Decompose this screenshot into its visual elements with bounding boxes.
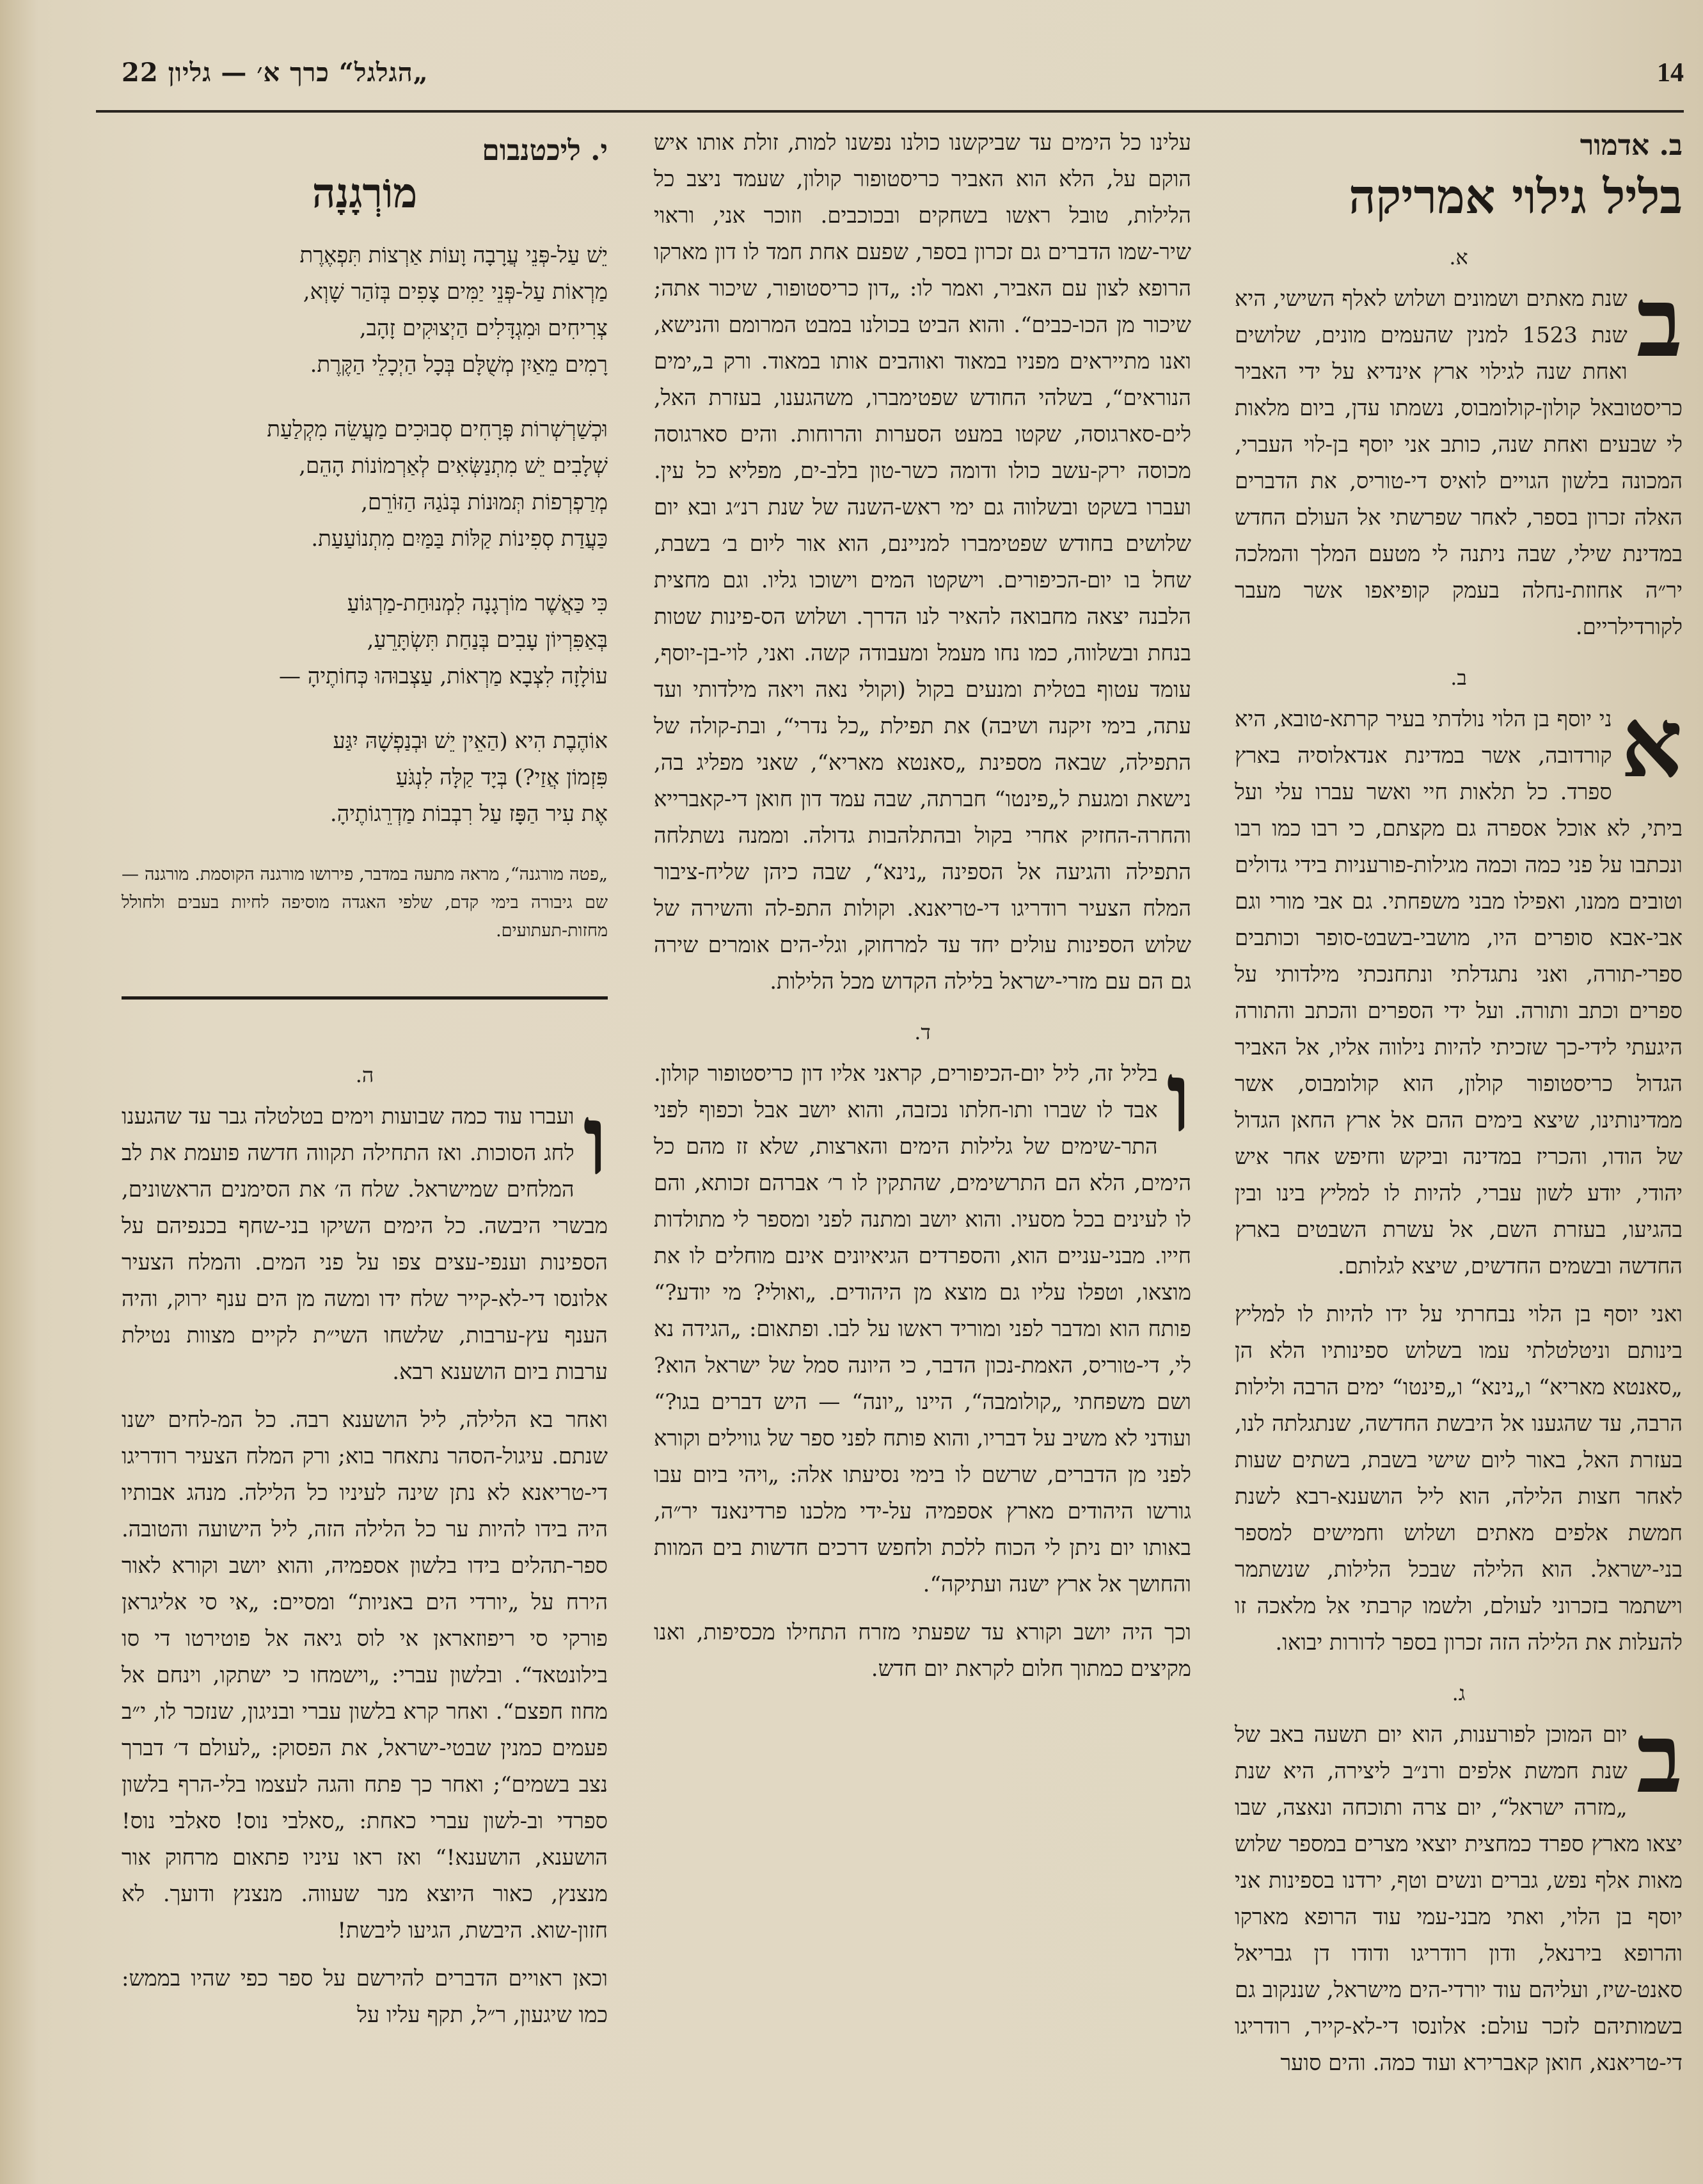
poem-line: כִּי כַּאֲשֶׁר מוֹרְגָנָה לִמְנוּחַת-מַרְגּוֹעַ [347,591,608,616]
article-paragraph [122,1402,608,1949]
poem-line: שְׁלָבִים יֵשׁ מִתְנַשְּׂאִים לְאַרְמוֹנוֹת הָהֵם, [299,453,608,479]
poem-line: כַּעֲדַת סְפִינוֹת קַלּוֹת בַּמַּיִם מִתְנוֹעַעַת. [311,526,608,552]
paragraph-text: ועברו עוד כמה שבועות וימים בטלטלה גבר עד שהגענו לחג הסוכות. ואז התחילה תקווה חדשה פועמת את לב המלחים שמישראל. שלח ה׳ את הסימנים הראשונים, מבשרי היבשה. כל הימים השיקו בני-שחף בכנפיהם על הספינות וענפי-עצים צפו על פני המים. והמלח הצעיר אלונסו די-לא-קייר שלח ידו ומשה מן הים ענף ירוק, והיה הענף עץ-ערבות, שלשחו השי״ת לקיים מצוות נטילת ערבות ביום הושענא רבא. [122,1104,608,1385]
poem-stanza [122,723,608,833]
column-left [122,125,608,2045]
poem-title: מוֹרְגָנָה [312,170,418,218]
article-paragraph [1235,266,1683,646]
paragraph-text: בליל זה, ליל יום-הכיפורים, קראני אליו דון כריסטופור קולון. אבד לו שברו ותו-חלתו נכזבה, והוא יושב אבל וכפוף לפני התר-שימים של גלילות הימים והארצות, שלא זז מהם כל הימים, הלא הם התרשימים, שהתקין לו ר׳ אברהם זכותא, והם לו לעינים בכל מסעיו. והוא יושב ומתנה לפני ומספר לי מתולדות חייו. מבני-עניים הוא, והספרדים הגיאיונים אינם מוחלים לו את מוצאו, וטפלו עליו גם מוצא מן היהודים. „ואולי? מי יודע?“ פותח הוא ומדבר לפני ומוריד ראשו על לבו. ופתאום: „הגידה נא לי, די-טוריס, האמת-נכון הדבר, כי היונה סמל של ישראל הוא? ושם משפחתי „קולומבה“, היינו „יונה“ — היש דברים בגו?“ ועודני לא משיב על דבריו, והוא פותח לפני ספר של גווילים וקורא לפני מן הדברים, שרשם לו בימי נסיעתו אלה: „ויהי ביום עבו גורשו היהודים מארץ אספמיה על-ידי מלכנו פרדינאנד יר״ה, באותו יום ניתן לי הכוח ללכת ולחפש דרכים חדשות בים המוות והחושך אל ארץ ישנה ועתיקה“. [654,1061,1191,1597]
article-paragraph [654,1614,1191,1687]
article-paragraph [1235,687,1683,1285]
section-mark: ה. [355,1063,374,1087]
column-divider-rule [122,996,608,1000]
paragraph-text: וכך היה יושב וקורא עד שפעתי מזרח התחילו מכסיפות, ואנו מקיצים כמתוך חלום לקראת יום חדש. [654,1620,1191,1682]
drop-cap: ו [1166,1041,1191,1154]
article-paragraph [1235,1296,1683,1661]
page-header [96,52,1684,113]
page-number: 14 [1657,58,1684,88]
paragraph-text: ואני יוסף בן הלוי נבחרתי על ידו להיות לו למליץ בינותם וניטלטלתי עמו בשלוש ספינותיו הלא הן „סאנטא מאריא“ ו„נינא“ ו„פינטו“ ימים הרבה ולילות הרבה, עד שהגענו אל היבשת החדשה, שנתגלתה לנו, בעזרת האל, באור ליום שישי בשבת, בשתים שעות לאחר חצות הלילה, הוא ליל הושענא-רבא לשנת חמשת אלפים מאתים ושלוש וחמישים למספר בני-ישראל. הוא הלילה שבכל הלילות, שנשתמר וישתמר בזכרוני לעולם, ולשמו קרבתי אל מלאכה זו להעלות את הלילה הזה זכרון בספר לדורות יבואו. [1235,1302,1683,1655]
drop-cap: ב [1636,266,1683,379]
poem-line: פִּזְמוֹן אֲזַי?) בְּיָד קַלָּה לִנְגֹּעַ [395,765,608,790]
poem-line: רָמִים מֵאַיִן מְשֻׁלָּם בְּכָל הַיְכָלֵי הַקֶּרֶת. [310,352,608,378]
poem-line: עוֹלָזָה לִצְבָא מַרְאוֹת, עַצְבוּהוּ כְּחוֹתֶיהָ — [279,664,608,689]
article-author: ב. אדמור [1580,129,1683,162]
drop-cap: ו [583,1084,608,1197]
article-paragraph [122,1084,608,1391]
paragraph-text: וכאן ראויים הדברים להירשם על ספר כפי שהיו בממש: כמו שיגעון, ר״ל, תקף עליו על [122,1966,608,2028]
paragraph-text: שנת מאתים ושמונים ושלוש לאלף השישי, היא שנת 1523 למנין שהעמים מונים, שלושים ואחת שנה לגילוי ארץ אינדיא על ידי האביר כריסטובאל קולון-קולומבוס, נשמתו עדן, ביום מלאות לי שבעים ואחת שנה, כותב אני יוסף בן-לוי העברי, המכונה בלשון הגויים לואיס די-טוריס, את הדברים האלה זכרון בספר, לאחר שפרשתי אל העולם החדש במדינת שילי, שבה ניתנה לי מטעם המלך והמלכה יר״ה אחוזת-נחלה בעמק קופיאפו אשר מעבר לקורדילריים. [1235,286,1683,640]
poem [122,237,608,833]
column-middle [654,125,1191,1699]
poem-line: בְּאַפִּרְיוֹן עָבִים בְּנַחַת תִּשְׂתָּרֵעַ, [367,627,608,653]
poem-line: יֵשׁ עַל-פְּנֵי עֲרָבָה וָעוֹת אַרְצוֹת תִּפְאֶרֶת [299,243,608,268]
poem-stanza [122,237,608,383]
poem-author: י. ליכטנבום [482,134,608,167]
poem-line: מְרַפְרְפוֹת תְּמוּנוֹת בְּנֹגַהּ הַזּוֹרֵם, [361,490,608,515]
poem-stanza [122,411,608,557]
article-paragraph [654,125,1191,1000]
article-paragraph [654,1041,1191,1603]
running-title: „הגלגל“ כרך א׳ — גליון 22 [122,58,429,88]
section-mark: א. [1449,245,1468,269]
poem-stanza [122,586,608,695]
article-paragraph [1235,1702,1683,2082]
paragraph-text: ני יוסף בן הלוי נולדתי בעיר קרתא-טובא, היא קורדובה, אשר במדינת אנדאלוסיה בארץ ספרד. כל תלאות חיי ואשר עברו עלי ועל ביתי, לא אוכל אספרה גם מקצתם, כי רבו כמו רבו ונכתבו על פני כמה וכמה מגילות-פורעניות בידי גדולים וטובים ממנו, ואפילו מבני משפחתי. גם אבי מורי וגם אבי-אבא סופרים היו, מושבי-בשבט-סופר וכותבים ספרי-תורה, ואני נתגדלתי ונתחנכתי מילדותי על ספרים וכתב ותורה. ועל ידי הספרים והכתב והתורה היגעתי לידי-כך שזכיתי להיות נילווה אליו, אל האביר הגדול כריסטופור קולון, הוא קולומבוס, אשר ממדינותינו, שיצא בימים ההם אל ארץ החאן הגדול של הודו, והכריז במדינה וביקש וחיפש אחר איש יהודי, יודע לשון עברי, להיות לו למליץ בינו ובין בהגיעו, בעזרת השם, אל עשרת השבטים בארץ החדשה ובשמים החדשים, שיצא לגלותם. [1235,706,1683,1279]
poem-footnote: „פטה מורגנה“, מראה מתעה במדבר, פירושו מורגנה הקוסמת. מורגנה — שם גיבורה בימי קדם, שלפי האגדה מוסיפה לחיות בעבים ולחולל מחזות-תעתועים. [122,865,608,941]
section-mark: ד. [914,1020,931,1044]
article-title: בליל גילוי אמריקה [1349,170,1683,225]
poem-line: מַרְאוֹת עַל-פְּנֵי יַמִּים צָפִים בְּזֹהַר שָׁוְא, [303,279,608,305]
poem-line: אֶת עִיר הַפָּז עַל רִבְבוֹת מַדְרֵגוֹתֶיהָ. [329,801,608,827]
drop-cap: א [1620,687,1683,799]
poem-line: צְרִיחִים וּמִגְדָּלִים הַיְצוּקִים זָהָב, [359,315,608,341]
poem-line: אוֹהֶבֶת הִיא (הַאֵין יֵשׁ וּבְנַפְשָׁהּ יִגַּע [333,728,608,754]
poem-line: וּכְשַׁרְשְׁרוֹת פְּרָחִים סְבוּכִים מַעֲשֵׂה מִקְלַעַת [267,417,608,442]
drop-cap: ב [1636,1702,1683,1815]
paragraph-text: יום המוכן לפורענות, הוא יום תשעה באב של שנת חמשת אלפים ורנ״ב ליצירה, היא שנת „מזרה ישראל“, יום צרה ותוכחה ונאצה, שבו יצאו מארץ ספרד כמחצית יוצאי מצרים במספר שלוש מאות אלף נפש, גברים ונשים וטף, ירדנו בספינות אני יוסף בן הלוי, ואתי מבני-עמי עוד הרופא מארקו והרופא בירנאל, ודון רודריגו ודודו דן גבריאל סאנט-שיז, ועליהם עוד יורדי-הים מישראל, שננקוב גם בשמותיהם לזכר עולם: אלונסו די-לא-קייר, רודריגו די-טריאנא, חואן קאברירא ועוד כמה. והים סוער [1235,1722,1683,2076]
section-mark: ב. [1450,666,1467,690]
article-paragraph [122,1961,608,2034]
paragraph-text: ואחר בא הלילה, ליל הושענא רבה. כל המ-לחים ישנו שנתם. עיגול-הסהר נתאחר בוא; ורק המלח הצעיר רודריגו די-טריאנא לא נתן שינה לעיניו כל הלילה. מנהג אבותיו היה בידו להיות ער כל הלילה הזה, ליל הישועה והטובה. ספר-תהלים בידו בלשון אספמיה, והוא יושב וקורא לאור הירח על „יורדי הים באניות“ ומסיים: „אי סי אליגראן פורקי סי ריפוזאראן אי לוס גיאה אל פוטירטו די סו בילונטאד“. ובלשון עברי: „וישמחו כי ישתקו, וינחם אל מחוז חפצם“. ואחר קרא בלשון עברי ובניגון, שנזכר לו, י״ב פעמים כמנין שבטי-ישראל, את הפסוק: „לעולם ד׳ דברך נצב בשמים“; ואחר כך פתח והגה לעצמו בלי-הרף בלשון ספרדי וב-לשון עברי כאחת: „סאלבי נוס! סאלבי נוס! הושענא, הושענא!“ ואז ראו עיניו פתאום מרחוק אור מנצנץ, כאור היוצא מנר שעווה. מנצנץ ודועך. לא חזון-שוא. היבשת, הגיעו ליבשת! [122,1407,608,1943]
section-mark: ג. [1452,1681,1466,1705]
column-right [1235,125,1683,2093]
paragraph-text: עלינו כל הימים עד שביקשנו כולנו נפשנו למות, זולת אותו איש הוקם על, הלא הוא האביר כריסטופור קולון, שעמד ניצב כל הלילות, טובל ראשו בשחקים ובכוכבים. וזוכר אני, וראוי שיר-שמו הדברים גם זכרון בספר, שפעם אחת חמד לו דון מארקו הרופא לצון עם האביר, ואמר לו: „דון כריסטופור, שיכור אתה; שיכור מן הכו-כבים“. והוא הביט בכולנו במבט המרומם והנישא, ואנו מתייראים מפניו במאוד ואוהבים אותו במאוד. ורק ב„ימים הנוראים“, בשלהי החודש שפטימברו, משהגענו, בעזרת האל, לים-סארגוסה, שקטו במעט הסערות והרוחות. והים סארגוסה מכוסה ירק-עשב כולו ודומה כשר-טון בלב-ים, מפליא כל עין. ועברו בשקט ובשלווה גם ימי ראש-השנה של שנת רנ״ג ובא יום שלושים בחודש שפטימברו למניינם, הוא אור ליום ב׳ בשבת, שחל בו יום-הכיפורים. וישקטו המים וישוכו גליו. וגם מחצית הלבנה יצאה מחבואה להאיר לנו הדרך. ושלוש הס-פינות שטות בנחת ובשלווה, כמו נחו מעמל ומעבודה קשה. ואני, לוי-בן-יוסף, עומד עטוף בטלית ומנעים בקול (וקולי נאה ויאה מילדותי ועד עתה, בימי זיקנה ושיבה) את תפילת „כל נדרי“, ובת-קולה של התפילה, שבאה מספינת „סאנטא מאריא“, שאני מפליג בה, נישאת ומגעת ל„פינטו“ חברתה, שבה עמד דון חואן די-קאברייא והחרה-החזיק אחרי בקול ובהתלהבות גדולה. וממנה נשתלחה התפילה והגיעה אל הספינה „נינא“, שבה כיהן שליח-ציבור המלח הצעיר רודריגו די-טריאנא. וקולות התפ-לה והשירה של שלוש הספינות עולים יחד עד למרחוק, וגלי-הים אומרים שירה גם הם עם מזרי-ישראל בלילה הקדוש מכל הלילות. [654,130,1191,994]
